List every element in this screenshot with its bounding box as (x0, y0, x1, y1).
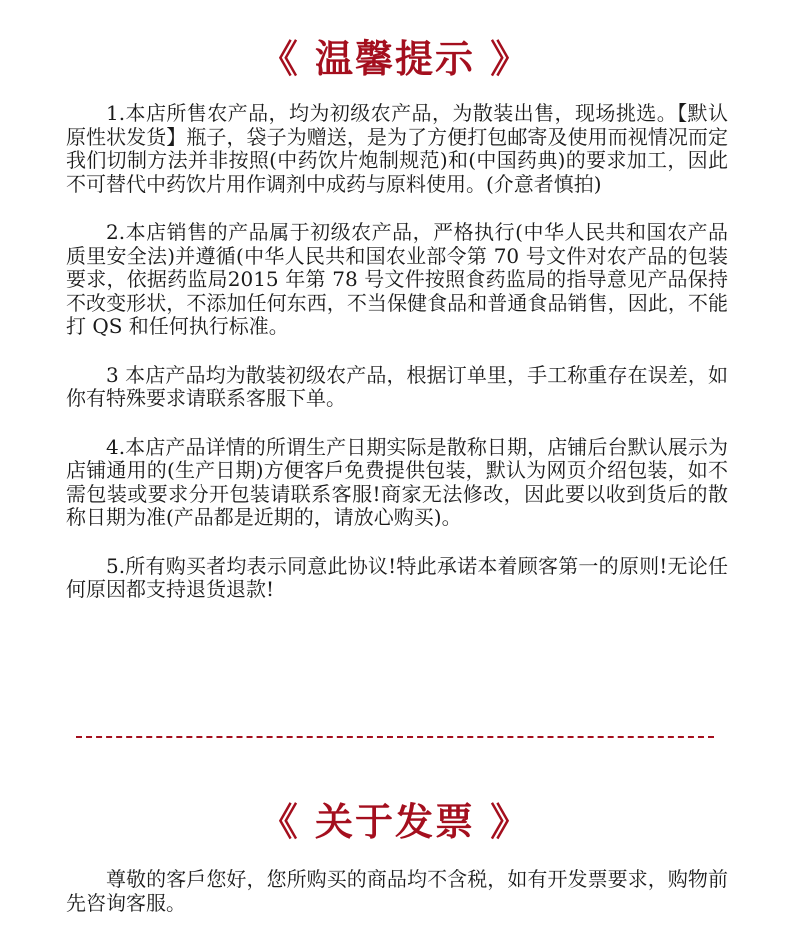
notice-paragraph-3: 3 本店产品均为散装初级农产品，根据订单里，手工称重存在误差，如你有特殊要求请联系客服下单。 (66, 362, 728, 410)
invoice-paragraph: 尊敬的客戶您好，您所购买的商品均不含税，如有开发票要求，购物前先咨询客服。 (66, 867, 728, 915)
dashed-divider (76, 736, 714, 738)
invoice-content (66, 868, 728, 915)
notice-title: 《 温馨提示 》 (259, 37, 531, 81)
invoice-title: 《 关于发票 》 (259, 800, 531, 844)
notice-paragraph-4: 4.本店产品详情的所谓生产日期实际是散称日期，店铺后台默认展示为店铺通用的(生产日期)方便客戶免费提供包装，默认为网页介绍包装，如不需包装或要求分开包装请联系客服!商家无法修改，因此要以收到货后的散称日期为准(产品都是近期的，请放心购买)。 (66, 434, 728, 529)
notice-content (66, 102, 728, 602)
notice-paragraph-1: 1.本店所售农产品，均为初级农产品，为散装出售，现场挑选。【默认原性状发货】瓶子，袋子为赠送，是为了方便打包邮寄及使用而视情况而定我们切制方法并非按照(中药饮片炮制规范)和(中国药典)的要求加工，因此不可替代中药饮片用作调剂中成药与原料使用。(介意者慎拍) (66, 101, 728, 196)
notice-paragraph-5: 5.所有购买者均表示同意此协议!特此承诺本着顾客第一的原则!无论任何原因都支持退货退款! (66, 553, 728, 601)
notice-paragraph-2: 2.本店销售的产品属于初级农产品，严格执行(中华人民共和国农产品质里安全法)并遵循(中华人民共和国农业部令第 70 号文件对农产品的包装要求，依据药监局2015 年第 78 号文件按照食药监局的指导意见产品保持不改变形状，不添加任何东西，不当保健食品和普通食品销售，因此，不能打 QS 和任何执行标准。 (66, 220, 728, 338)
